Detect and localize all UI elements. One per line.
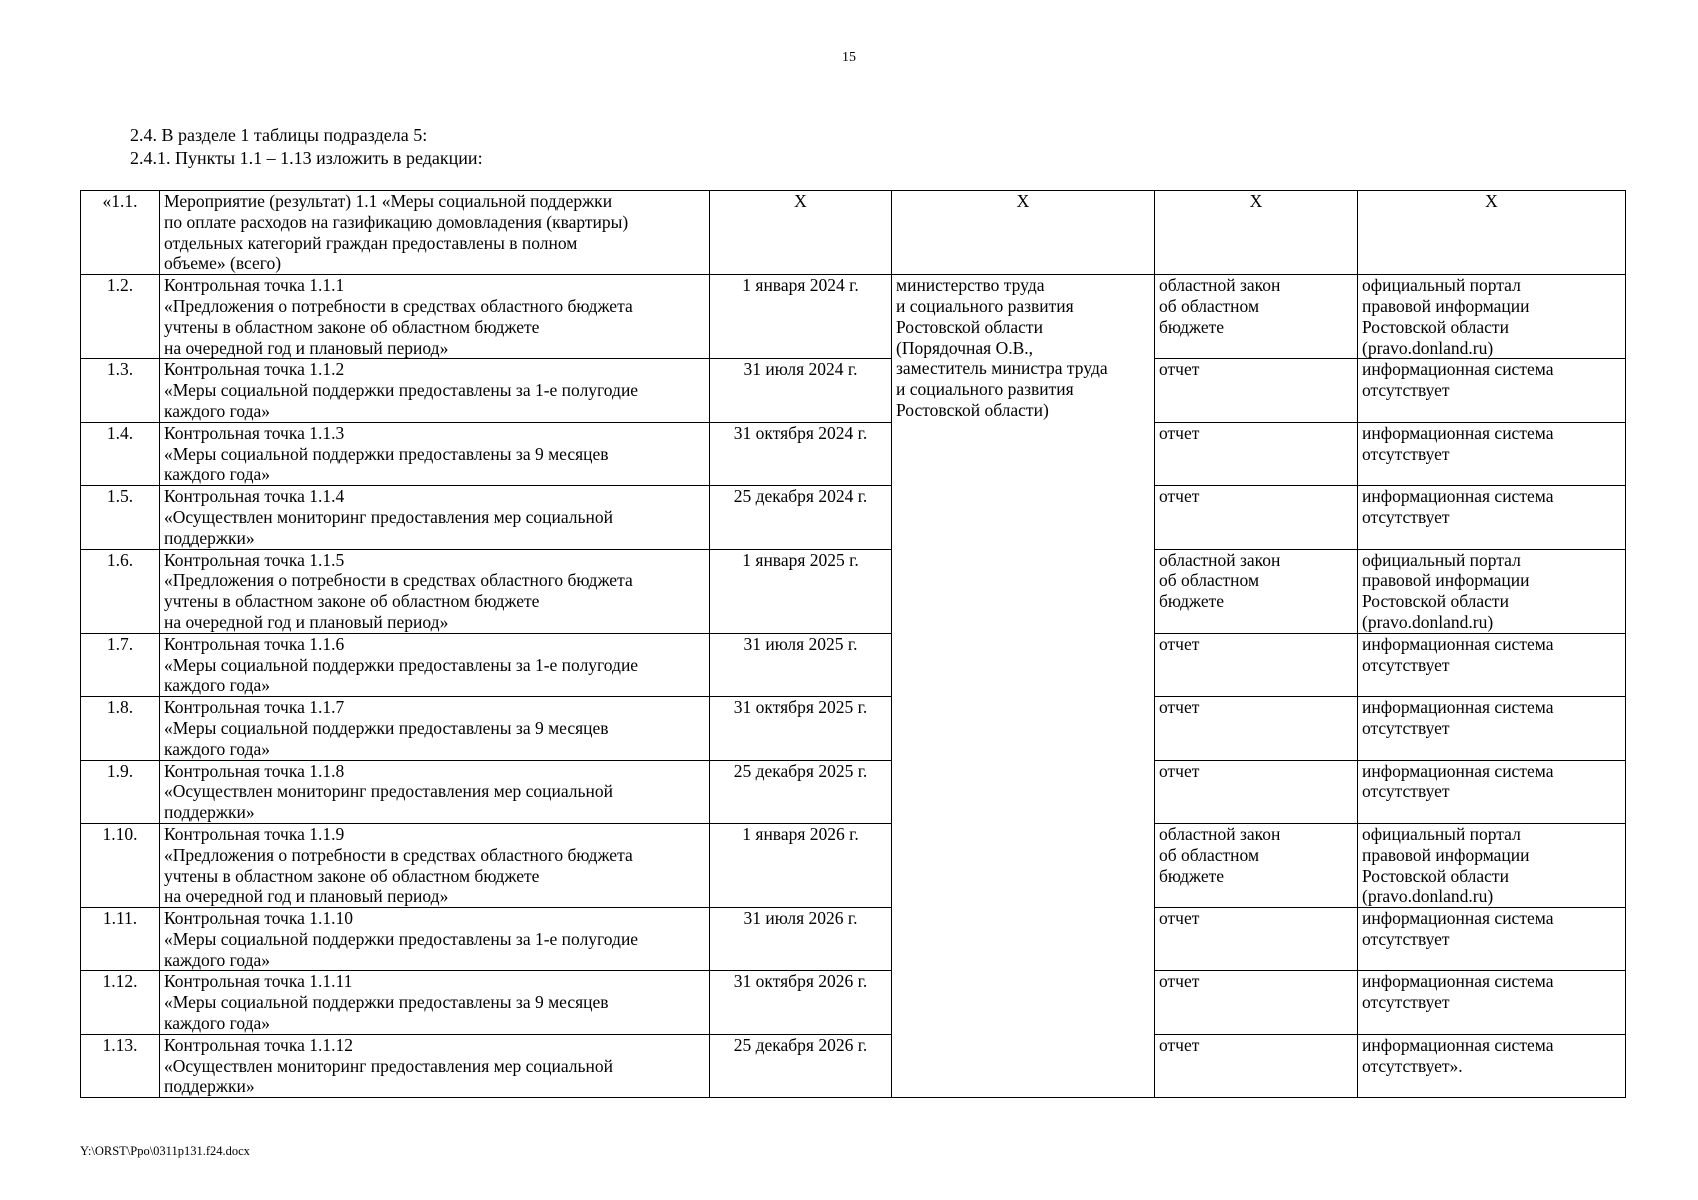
- row-info-system-line: информационная система: [1362, 971, 1554, 992]
- table-body: [81, 191, 1626, 1098]
- responsible-line: заместитель министра труда: [896, 358, 1108, 379]
- row-name-line: учтены в областном законе об областном бюджете: [164, 316, 540, 337]
- responsible-line: министерство труда: [896, 275, 1045, 296]
- row-name-line: «Меры социальной поддержки предоставлены за 9 месяцев: [164, 717, 609, 738]
- row-name-line: учтены в областном законе об областном бюджете: [164, 591, 540, 612]
- row-name-line: Контрольная точка 1.1.12: [164, 1034, 353, 1055]
- row-info-system: [1358, 633, 1626, 696]
- row-name-line: Контрольная точка 1.1.6: [164, 633, 345, 654]
- table-row: [81, 908, 1626, 971]
- row-date: 1 января 2026 г.: [710, 823, 892, 907]
- row-date: 31 октября 2026 г.: [710, 971, 892, 1034]
- row-document: [1155, 359, 1358, 422]
- row-name: [160, 191, 710, 275]
- row-info-system-line: информационная система: [1362, 359, 1554, 380]
- table-row: [81, 823, 1626, 907]
- row-info-system-line: информационная система: [1362, 697, 1554, 718]
- row-name: [160, 760, 710, 823]
- row-name-line: каждого года»: [164, 1013, 271, 1034]
- row-info-system: [1358, 971, 1626, 1034]
- row-number: 1.2.: [81, 275, 160, 359]
- row-number: 1.6.: [81, 549, 160, 633]
- row-date: 1 января 2025 г.: [710, 549, 892, 633]
- page-number: 15: [842, 50, 856, 65]
- row-info-system: [1358, 486, 1626, 549]
- row-info-system-line: отсутствует: [1362, 928, 1450, 949]
- row-info-system: [1358, 697, 1626, 760]
- row-number: 1.5.: [81, 486, 160, 549]
- row-document-line: об областном: [1159, 570, 1260, 591]
- row-document: [1155, 422, 1358, 485]
- row-document-line: отчет: [1159, 908, 1200, 929]
- row-document-x: Х: [1155, 191, 1358, 275]
- row-name: [160, 359, 710, 422]
- row-document-line: отчет: [1159, 1034, 1200, 1055]
- row-document: [1155, 633, 1358, 696]
- table-row: [81, 697, 1626, 760]
- row-name-line: Контрольная точка 1.1.2: [164, 359, 345, 380]
- row-number: 1.12.: [81, 971, 160, 1034]
- row-info-system-line: отсутствует: [1362, 717, 1450, 738]
- row-name-line: Контрольная точка 1.1.3: [164, 422, 345, 443]
- row-info-system-line: официальный портал: [1362, 549, 1521, 570]
- row-info-system-line: (pravo.donland.ru): [1362, 886, 1494, 907]
- row-info-system: [1358, 422, 1626, 485]
- row-name-line: поддержки»: [164, 527, 255, 548]
- intro-text: [130, 124, 483, 170]
- row-name: [160, 549, 710, 633]
- control-points-table: [80, 190, 1626, 1098]
- row-date: 25 декабря 2025 г.: [710, 760, 892, 823]
- row-info-system: [1358, 359, 1626, 422]
- footer-file-path: Y:\ORST\Ppo\0311p131.f24.docx: [80, 1144, 250, 1158]
- row-info-system-line: Ростовской области: [1362, 316, 1509, 337]
- row-number: 1.10.: [81, 823, 160, 907]
- row-name-line: Контрольная точка 1.1.7: [164, 697, 345, 718]
- row-info-system-line: (pravo.donland.ru): [1362, 337, 1494, 358]
- row-info-system-line: отсутствует: [1362, 654, 1450, 675]
- row-info-system: [1358, 760, 1626, 823]
- row-number: 1.8.: [81, 697, 160, 760]
- row-info-system-line: правовой информации: [1362, 844, 1530, 865]
- row-info-system-line: официальный портал: [1362, 275, 1521, 296]
- row-date: 31 июля 2024 г.: [710, 359, 892, 422]
- row-name-line: объеме» (всего): [164, 253, 282, 274]
- row-number: 1.4.: [81, 422, 160, 485]
- row-info-system-line: Ростовской области: [1362, 865, 1509, 886]
- row-info-system-line: официальный портал: [1362, 823, 1521, 844]
- row-document: [1155, 549, 1358, 633]
- responsible-line: Ростовской области: [896, 316, 1043, 337]
- row-name-line: Контрольная точка 1.1.9: [164, 823, 345, 844]
- row-info-system-x: Х: [1358, 191, 1626, 275]
- intro-line-2: 2.4.1. Пункты 1.1 – 1.13 изложить в редакции:: [130, 148, 483, 168]
- row-name-line: на очередной год и плановый период»: [164, 337, 449, 358]
- row-name: [160, 633, 710, 696]
- table-row: [81, 971, 1626, 1034]
- row-info-system: [1358, 549, 1626, 633]
- row-info-system: [1358, 1034, 1626, 1097]
- row-name: [160, 275, 710, 359]
- row-name: [160, 971, 710, 1034]
- row-document-line: об областном: [1159, 844, 1260, 865]
- responsible-line: и социального развития: [896, 379, 1074, 400]
- row-document-line: отчет: [1159, 633, 1200, 654]
- row-document: [1155, 275, 1358, 359]
- row-name-line: поддержки»: [164, 802, 255, 823]
- row-name-line: Контрольная точка 1.1.1: [164, 275, 345, 296]
- responsible-line: и социального развития: [896, 295, 1074, 316]
- row-info-system: [1358, 823, 1626, 907]
- row-info-system-line: информационная система: [1362, 760, 1554, 781]
- row-document: [1155, 971, 1358, 1034]
- row-info-system: [1358, 275, 1626, 359]
- row-info-system-line: отсутствует: [1362, 781, 1450, 802]
- row-document-line: бюджете: [1159, 591, 1225, 612]
- row-info-system-line: информационная система: [1362, 486, 1554, 507]
- row-date: 31 октября 2025 г.: [710, 697, 892, 760]
- row-info-system-line: информационная система: [1362, 633, 1554, 654]
- row-info-system-line: Ростовской области: [1362, 591, 1509, 612]
- row-document-line: областной закон: [1159, 549, 1281, 570]
- row-info-system-line: отсутствует: [1362, 992, 1450, 1013]
- row-name: [160, 697, 710, 760]
- responsible-line: Ростовской области): [896, 399, 1049, 420]
- row-name-line: «Осуществлен мониторинг предоставления мер социальной: [164, 1055, 613, 1076]
- table-row: [81, 633, 1626, 696]
- table-row: [81, 486, 1626, 549]
- row-name-line: каждого года»: [164, 464, 271, 485]
- table-row-header-item: [81, 191, 1626, 275]
- row-name-line: каждого года»: [164, 675, 271, 696]
- row-name: [160, 908, 710, 971]
- row-number: 1.7.: [81, 633, 160, 696]
- responsible-line: (Порядочная О.В.,: [896, 337, 1034, 358]
- row-document-line: областной закон: [1159, 823, 1281, 844]
- intro-line-1: 2.4. В разделе 1 таблицы подраздела 5:: [130, 125, 428, 145]
- row-info-system-line: информационная система: [1362, 422, 1554, 443]
- row-document: [1155, 823, 1358, 907]
- row-info-system-line: информационная система: [1362, 1034, 1554, 1055]
- row-document-line: бюджете: [1159, 316, 1225, 337]
- row-name-line: «Осуществлен мониторинг предоставления мер социальной: [164, 781, 613, 802]
- row-info-system: [1358, 908, 1626, 971]
- row-name-line: Контрольная точка 1.1.10: [164, 908, 353, 929]
- row-document-line: об областном: [1159, 295, 1260, 316]
- row-document-line: отчет: [1159, 971, 1200, 992]
- row-number: 1.11.: [81, 908, 160, 971]
- row-number: 1.9.: [81, 760, 160, 823]
- row-date: 1 января 2024 г.: [710, 275, 892, 359]
- row-info-system-line: правовой информации: [1362, 570, 1530, 591]
- row-name-line: «Меры социальной поддержки предоставлены за 1-е полугодие: [164, 654, 639, 675]
- row-document-line: бюджете: [1159, 865, 1225, 886]
- row-name-line: Контрольная точка 1.1.8: [164, 760, 345, 781]
- row-name-line: Контрольная точка 1.1.4: [164, 486, 345, 507]
- row-name-line: поддержки»: [164, 1076, 255, 1097]
- table-row: [81, 1034, 1626, 1097]
- row-document-line: отчет: [1159, 486, 1200, 507]
- row-info-system-line: отсутствует».: [1362, 1055, 1463, 1076]
- row-document-line: отчет: [1159, 697, 1200, 718]
- row-number: 1.13.: [81, 1034, 160, 1097]
- row-name: [160, 422, 710, 485]
- row-name-line: учтены в областном законе об областном бюджете: [164, 865, 540, 886]
- responsible-cell: [892, 275, 1155, 1098]
- row-number: «1.1.: [81, 191, 160, 275]
- row-date: 31 октября 2024 г.: [710, 422, 892, 485]
- row-name-line: на очередной год и плановый период»: [164, 886, 449, 907]
- row-name-line: Мероприятие (результат) 1.1 «Меры социальной поддержки: [164, 191, 613, 211]
- row-date: 25 декабря 2024 г.: [710, 486, 892, 549]
- table-row: [81, 275, 1626, 359]
- row-name-line: по оплате расходов на газификацию домовладения (квартиры): [164, 211, 629, 232]
- row-document-line: областной закон: [1159, 275, 1281, 296]
- row-info-system-line: отсутствует: [1362, 380, 1450, 401]
- row-name-line: «Осуществлен мониторинг предоставления мер социальной: [164, 506, 613, 527]
- table-row: [81, 359, 1626, 422]
- row-document: [1155, 697, 1358, 760]
- row-number: 1.3.: [81, 359, 160, 422]
- row-date: 31 июля 2025 г.: [710, 633, 892, 696]
- row-date: 25 декабря 2026 г.: [710, 1034, 892, 1097]
- table-row: [81, 760, 1626, 823]
- row-name: [160, 823, 710, 907]
- row-date: 31 июля 2026 г.: [710, 908, 892, 971]
- table-row: [81, 549, 1626, 633]
- row-name-line: «Меры социальной поддержки предоставлены за 9 месяцев: [164, 443, 609, 464]
- row-info-system-line: отсутствует: [1362, 443, 1450, 464]
- row-name-line: «Предложения о потребности в средствах областного бюджета: [164, 844, 633, 865]
- row-name-line: каждого года»: [164, 949, 271, 970]
- row-document-line: отчет: [1159, 359, 1200, 380]
- row-document: [1155, 486, 1358, 549]
- row-name-line: каждого года»: [164, 400, 271, 421]
- row-name-line: «Предложения о потребности в средствах областного бюджета: [164, 570, 633, 591]
- row-document-line: отчет: [1159, 422, 1200, 443]
- row-document: [1155, 1034, 1358, 1097]
- row-name-line: отдельных категорий граждан предоставлены в полном: [164, 232, 578, 253]
- row-name-line: «Меры социальной поддержки предоставлены за 9 месяцев: [164, 992, 609, 1013]
- row-responsible-x: Х: [892, 191, 1155, 275]
- table-row: [81, 422, 1626, 485]
- row-info-system-line: отсутствует: [1362, 506, 1450, 527]
- row-date-x: Х: [710, 191, 892, 275]
- row-name: [160, 1034, 710, 1097]
- row-info-system-line: правовой информации: [1362, 295, 1530, 316]
- row-document-line: отчет: [1159, 760, 1200, 781]
- row-name-line: «Предложения о потребности в средствах областного бюджета: [164, 295, 633, 316]
- row-name-line: «Меры социальной поддержки предоставлены за 1-е полугодие: [164, 928, 639, 949]
- row-info-system-line: (pravo.donland.ru): [1362, 611, 1494, 632]
- row-name-line: Контрольная точка 1.1.11: [164, 971, 353, 992]
- row-document: [1155, 908, 1358, 971]
- row-document: [1155, 760, 1358, 823]
- row-name-line: каждого года»: [164, 738, 271, 759]
- row-name: [160, 486, 710, 549]
- row-name-line: «Меры социальной поддержки предоставлены за 1-е полугодие: [164, 380, 639, 401]
- row-name-line: Контрольная точка 1.1.5: [164, 549, 345, 570]
- row-info-system-line: информационная система: [1362, 908, 1554, 929]
- row-name-line: на очередной год и плановый период»: [164, 611, 449, 632]
